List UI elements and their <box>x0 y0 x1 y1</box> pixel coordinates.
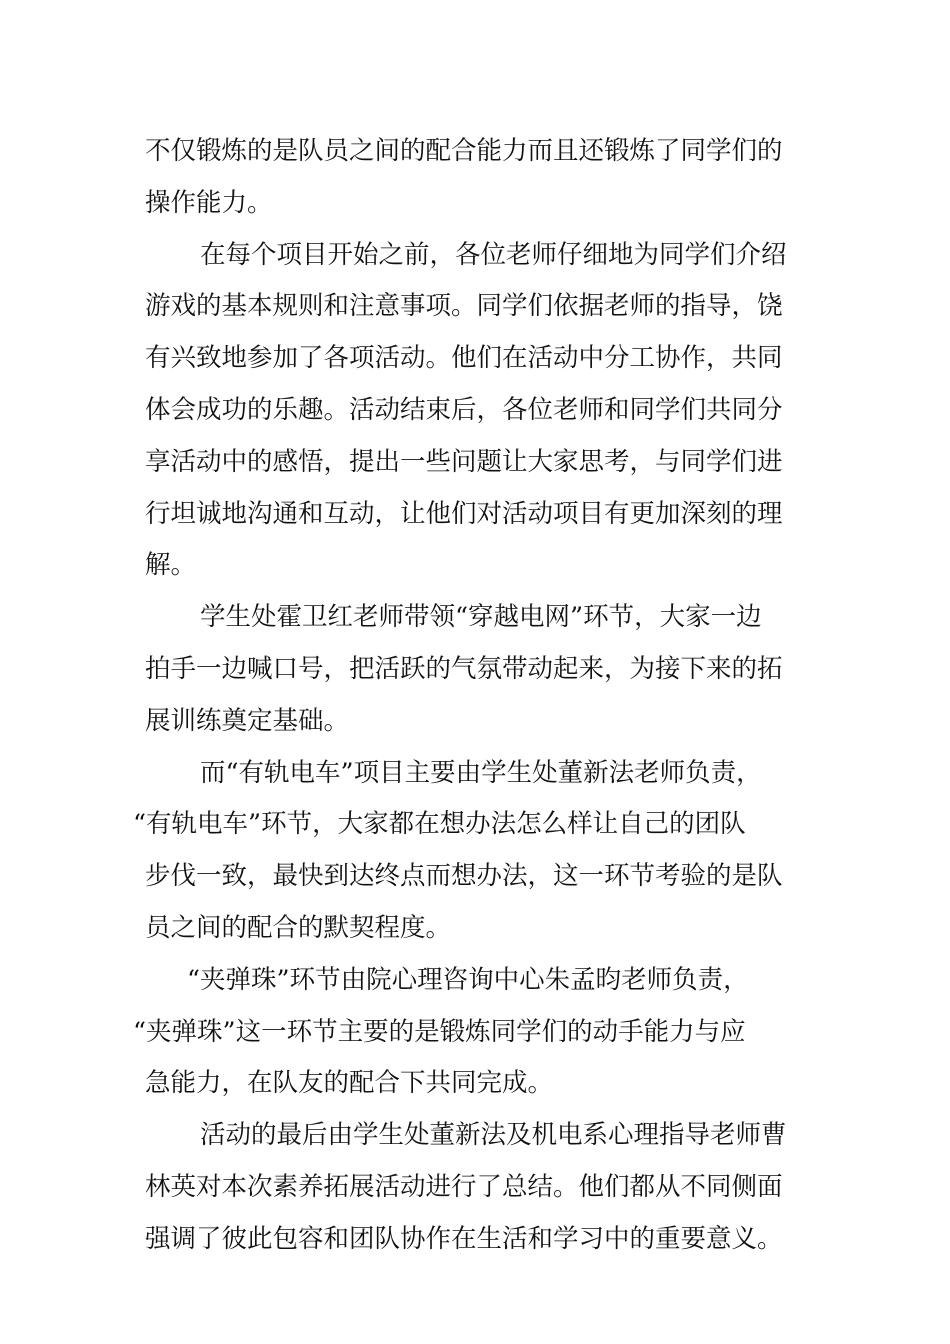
text-line: 员之间的配合的默契程度。 <box>145 912 452 943</box>
text-line: 急能力，在队友的配合下共同完成。 <box>145 1068 554 1099</box>
text-line: 展训练奠定基础。 <box>145 705 350 736</box>
text-line: 享活动中的感悟，提出一些问题让大家思考，与同学们进 <box>145 446 783 477</box>
text-line: 解。 <box>145 550 197 581</box>
paragraph-start-line: 活动的最后由学生处董新法及机电系心理指导老师曹 <box>200 1120 787 1151</box>
paragraph-start-line: 学生处霍卫红老师带领“穿越电网”环节，大家一边 <box>200 602 762 633</box>
text-line: 有兴致地参加了各项活动。他们在活动中分工协作，共同 <box>145 343 783 374</box>
document-body <box>133 126 810 1266</box>
paragraph-start-line: 在每个项目开始之前，各位老师仔细地为同学们介绍 <box>200 239 787 270</box>
text-line: 拍手一边喊口号，把活跃的气氛带动起来，为接下来的拓 <box>145 653 783 684</box>
paragraph-start-line: 而“有轨电车”项目主要由学生处董新法老师负责， <box>200 757 762 788</box>
text-line: 步伐一致，最快到达终点而想办法，这一环节考验的是队 <box>145 861 783 892</box>
text-line: 不仅锻炼的是队员之间的配合能力而且还锻炼了同学们的 <box>145 136 783 166</box>
text-line: 行坦诚地沟通和互动，让他们对活动项目有更加深刻的理 <box>145 498 783 529</box>
text-line: 体会成功的乐趣。活动结束后，各位老师和同学们共同分 <box>145 394 783 425</box>
text-line: “夹弹珠”这一环节主要的是锻炼同学们的动手能力与应 <box>133 1016 746 1047</box>
text-line: 操作能力。 <box>145 187 273 218</box>
text-line: 游戏的基本规则和注意事项。同学们依据老师的指导，饶 <box>145 291 783 322</box>
text-line: 强调了彼此包容和团队协作在生活和学习中的重要意义。 <box>145 1223 783 1254</box>
text-line: “有轨电车”环节，大家都在想办法怎么样让自己的团队 <box>133 809 746 840</box>
text-line: 林英对本次素养拓展活动进行了总结。他们都从不同侧面 <box>145 1171 783 1202</box>
paragraph-start-line: “夹弹珠”环节由院心理咨询中心朱孟昀老师负责， <box>187 964 749 995</box>
